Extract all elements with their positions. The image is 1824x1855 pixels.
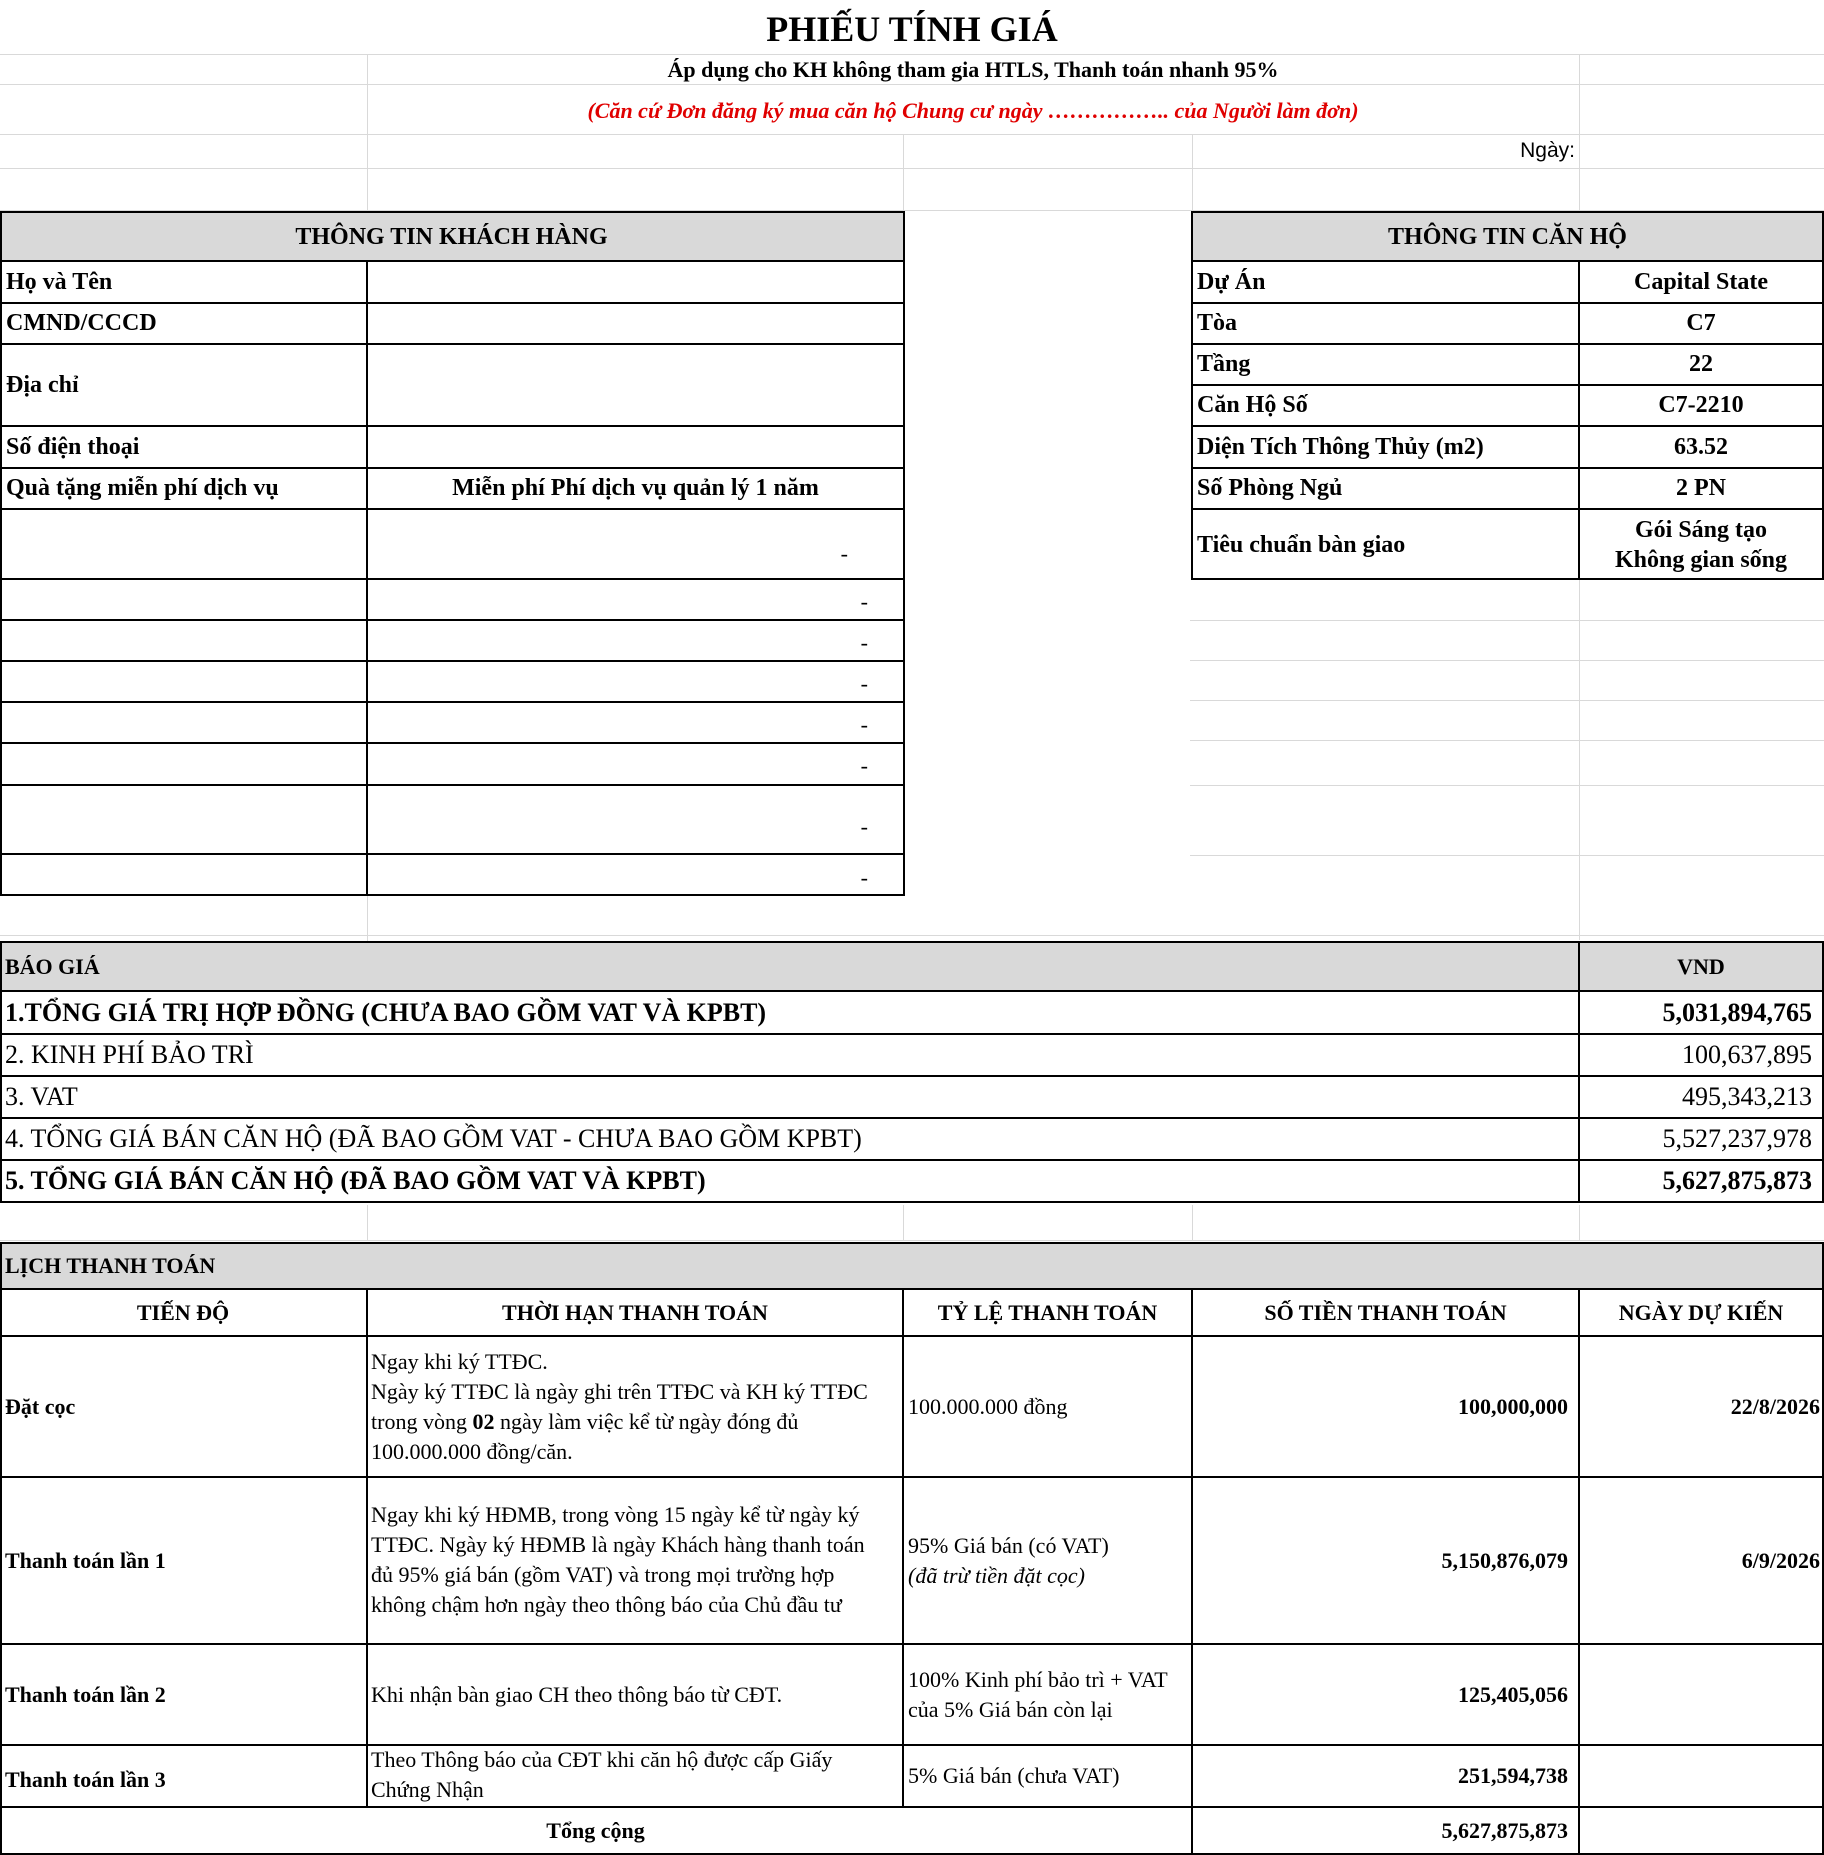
unit-number-value: C7-2210 bbox=[1658, 392, 1744, 418]
bedrooms-value: 2 PN bbox=[1676, 475, 1726, 501]
handover-standard-value bbox=[1580, 512, 1822, 578]
tower-value: C7 bbox=[1686, 310, 1716, 336]
page-subtitle: Áp dụng cho KH không tham gia HTLS, Thanh toán nhanh 95% bbox=[667, 57, 1279, 82]
schedule-total-label: Tổng cộng bbox=[546, 1817, 645, 1843]
payment-1-rate: 95% Giá bán (có VAT) (đã trừ tiền đặt cọc) bbox=[908, 1532, 1109, 1588]
project-label: Dự Án bbox=[1197, 268, 1266, 295]
payment-1-amount: 5,150,876,079 bbox=[1441, 1547, 1568, 1573]
phone-field[interactable] bbox=[368, 427, 903, 467]
deposit-date: 22/8/2026 bbox=[1730, 1393, 1820, 1419]
payment-2-rate: 100% Kinh phí bảo trì + VAT của 5% Giá bán còn lại bbox=[908, 1666, 1168, 1722]
payment-2-term: Khi nhận bàn giao CH theo thông báo từ CĐT. bbox=[371, 1681, 783, 1707]
payment-2-amount: 125,405,056 bbox=[1458, 1681, 1568, 1707]
name-label: Họ và Tên bbox=[6, 268, 113, 295]
handover-standard-label: Tiêu chuẩn bàn giao bbox=[1197, 531, 1406, 558]
payment-3-amount: 251,594,738 bbox=[1458, 1763, 1568, 1788]
payment-3-stage: Thanh toán lần 3 bbox=[5, 1767, 166, 1792]
vat-label: 3. VAT bbox=[5, 1082, 78, 1111]
customer-info-heading: THÔNG TIN KHÁCH HÀNG bbox=[295, 223, 608, 250]
deposit-rate: 100.000.000 đồng bbox=[908, 1393, 1068, 1419]
gift-value: Miễn phí Phí dịch vụ quản lý 1 năm bbox=[452, 475, 819, 501]
dash-value: - bbox=[840, 541, 848, 566]
name-field[interactable] bbox=[368, 262, 903, 302]
registration-note: (Căn cứ Đơn đăng ký mua căn hộ Chung cư ngày …………….. của Người làm đơn) bbox=[587, 98, 1359, 123]
handover-standard-line-2: Không gian sống bbox=[1614, 547, 1788, 573]
deposit-stage: Đặt cọc bbox=[5, 1393, 76, 1419]
grand-total-value: 5,627,875,873 bbox=[1662, 1166, 1812, 1195]
payment-3-rate: 5% Giá bán (chưa VAT) bbox=[908, 1763, 1120, 1788]
payment-3-term: Theo Thông báo của CĐT khi căn hộ được cấp Giấy Chứng Nhận bbox=[371, 1747, 833, 1802]
payment-1-term: Ngay khi ký HĐMB, trong vòng 15 ngày kể từ ngày ký TTĐC. Ngày ký HĐMB là ngày Khách hàng thanh toán đủ 95% giá bán (gồm VAT) và trong mọi trường hợp không chậm hơn ngày theo thông báo của Chủ đầu tư bbox=[371, 1502, 865, 1617]
payment-2-stage: Thanh toán lần 2 bbox=[5, 1681, 166, 1707]
schedule-heading: LỊCH THANH TOÁN bbox=[5, 1253, 216, 1278]
schedule-total-amount: 5,627,875,873 bbox=[1441, 1817, 1568, 1843]
maintenance-fee-label: 2. KINH PHÍ BẢO TRÌ bbox=[5, 1040, 254, 1069]
floor-label: Tầng bbox=[1197, 351, 1251, 377]
contract-total-label: 1.TỔNG GIÁ TRỊ HỢP ĐỒNG (CHƯA BAO GỒM VAT VÀ KPBT) bbox=[5, 997, 767, 1027]
dash-value: - bbox=[860, 630, 868, 655]
tower-label: Tòa bbox=[1197, 310, 1238, 336]
dash-value: - bbox=[860, 589, 868, 614]
id-number-field[interactable] bbox=[368, 304, 903, 343]
apartment-info-heading: THÔNG TIN CĂN HỘ bbox=[1388, 223, 1627, 250]
payment-1-stage: Thanh toán lần 1 bbox=[5, 1547, 166, 1573]
col-date-header: NGÀY DỰ KIẾN bbox=[1618, 1299, 1784, 1325]
phone-label: Số điện thoại bbox=[6, 433, 140, 460]
page-title: PHIẾU TÍNH GIÁ bbox=[766, 9, 1058, 49]
area-value: 63.52 bbox=[1674, 433, 1728, 460]
dash-value: - bbox=[860, 712, 868, 737]
quote-heading: BÁO GIÁ bbox=[5, 953, 100, 979]
address-label: Địa chỉ bbox=[6, 371, 79, 398]
address-field[interactable] bbox=[368, 345, 903, 425]
payment-1-date: 6/9/2026 bbox=[1741, 1547, 1820, 1573]
id-number-label: CMND/CCCD bbox=[6, 310, 157, 336]
vat-value: 495,343,213 bbox=[1682, 1082, 1812, 1111]
area-label: Diện Tích Thông Thủy (m2) bbox=[1197, 433, 1484, 460]
price-incl-vat-value: 5,527,237,978 bbox=[1662, 1124, 1812, 1153]
currency-label: VND bbox=[1677, 953, 1725, 979]
deposit-amount: 100,000,000 bbox=[1458, 1393, 1568, 1419]
maintenance-fee-value: 100,637,895 bbox=[1682, 1040, 1812, 1069]
price-incl-vat-label: 4. TỔNG GIÁ BÁN CĂN HỘ (ĐÃ BAO GỒM VAT - CHƯA BAO GỒM KPBT) bbox=[5, 1124, 862, 1153]
unit-number-label: Căn Hộ Số bbox=[1197, 392, 1308, 418]
floor-value: 22 bbox=[1689, 351, 1713, 377]
contract-total-value: 5,031,894,765 bbox=[1662, 997, 1812, 1027]
dash-value: - bbox=[860, 753, 868, 778]
dash-value: - bbox=[860, 865, 868, 890]
col-progress-header: TIẾN ĐỘ bbox=[136, 1299, 230, 1325]
bedrooms-label: Số Phòng Ngủ bbox=[1197, 475, 1343, 501]
col-amount-header: SỐ TIỀN THANH TOÁN bbox=[1264, 1299, 1507, 1325]
date-label: Ngày: bbox=[1520, 139, 1575, 162]
dash-value: - bbox=[860, 814, 868, 839]
gift-label: Quà tặng miễn phí dịch vụ bbox=[6, 475, 279, 501]
dash-value: - bbox=[860, 671, 868, 696]
grand-total-label: 5. TỔNG GIÁ BÁN CĂN HỘ (ĐÃ BAO GỒM VAT VÀ KPBT) bbox=[5, 1166, 706, 1195]
deposit-term: Ngay khi ký TTĐC. Ngày ký TTĐC là ngày ghi trên TTĐC và KH ký TTĐC trong vòng 02 ngày làm việc kể từ ngày đóng đủ 100.000.000 đồng/căn. bbox=[371, 1349, 868, 1464]
col-rate-header: TỶ LỆ THANH TOÁN bbox=[937, 1299, 1158, 1325]
handover-standard-line-1: Gói Sáng tạo bbox=[1634, 517, 1768, 543]
project-value: Capital State bbox=[1634, 268, 1768, 295]
col-term-header: THỜI HẠN THANH TOÁN bbox=[502, 1299, 768, 1325]
